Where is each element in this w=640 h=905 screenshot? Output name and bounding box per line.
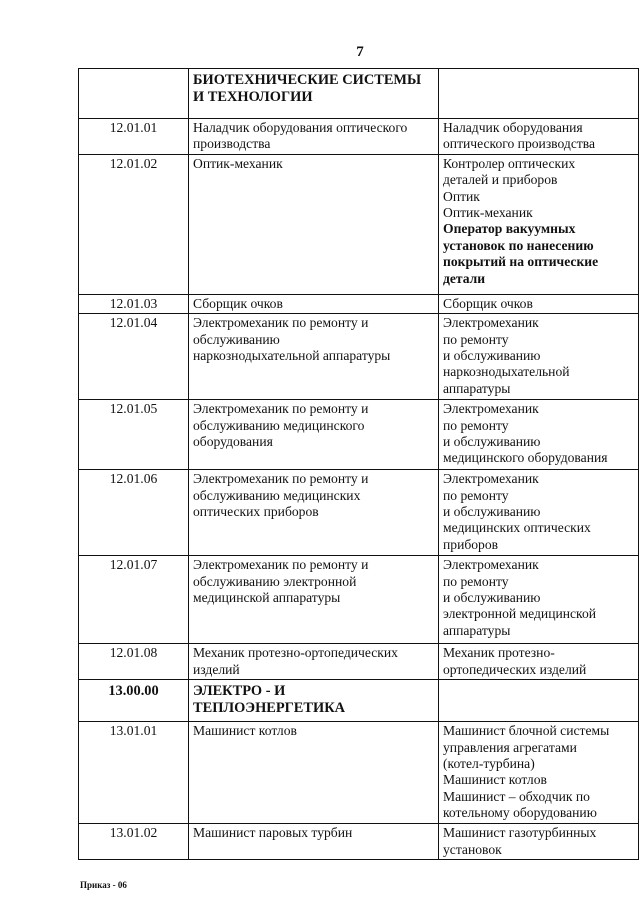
specialty-name-line: обслуживанию медицинского: [193, 417, 365, 433]
specialty-name-line: Машинист паровых турбин: [193, 825, 353, 841]
table-row: [79, 556, 639, 644]
profession-line: медицинских оптических: [443, 520, 591, 536]
profession-line: приборов: [443, 536, 499, 552]
code-cell: 13.01.02: [79, 824, 189, 860]
profession-cell: [439, 470, 639, 556]
profession-cell: [439, 294, 639, 313]
profession-line: аппаратуры: [443, 622, 511, 638]
profession-cell: [439, 154, 639, 294]
profession-line: Машинист газотурбинных: [443, 825, 597, 841]
specialty-name-cell: [189, 470, 439, 556]
profession-line: ортопедических изделий: [443, 661, 587, 677]
specialty-name-cell: [189, 154, 439, 294]
code-cell: 12.01.08: [79, 644, 189, 680]
specialty-name-line: Машинист котлов: [193, 723, 297, 739]
table-row: [79, 824, 639, 860]
profession-line: Электромеханик: [443, 471, 539, 487]
specialty-name-line: ТЕПЛОЭНЕРГЕТИКА: [193, 700, 346, 717]
code-cell: 13.01.01: [79, 722, 189, 824]
profession-line: и обслуживанию: [443, 590, 541, 606]
specialty-name-line: Оптик-механик: [193, 155, 283, 171]
specialty-name-line: БИОТЕХНИЧЕСКИЕ СИСТЕМЫ: [193, 72, 422, 88]
table-row: [79, 294, 639, 313]
code-cell: 12.01.03: [79, 294, 189, 313]
profession-cell: [439, 824, 639, 860]
profession-cell: [439, 69, 639, 119]
table-row: [79, 154, 639, 294]
profession-line: по ремонту: [443, 573, 509, 589]
code-cell: 12.01.05: [79, 400, 189, 470]
footer-stamp: Приказ - 06: [80, 880, 127, 890]
specialty-name-cell: [189, 314, 439, 400]
specialty-name-line: оптических приборов: [193, 504, 319, 520]
code-cell: 12.01.02: [79, 154, 189, 294]
profession-line: Электромеханик: [443, 557, 539, 573]
profession-line: аппаратуры: [443, 380, 511, 396]
code-cell: 12.01.07: [79, 556, 189, 644]
specialty-name-cell: [189, 556, 439, 644]
profession-line: и обслуживанию: [443, 434, 541, 450]
code-cell: 13.00.00: [79, 680, 189, 722]
profession-line: по ремонту: [443, 487, 509, 503]
specialty-name-cell: [189, 824, 439, 860]
specialty-name-line: И ТЕХНОЛОГИИ: [193, 89, 313, 105]
profession-line: Сборщик очков: [443, 295, 533, 311]
profession-line: по ремонту: [443, 331, 509, 347]
profession-line: Электромеханик: [443, 315, 539, 331]
specialty-name-line: оборудования: [193, 434, 273, 450]
specialty-name-cell: [189, 644, 439, 680]
section-title-cell: [189, 69, 439, 119]
specialty-name-line: Сборщик очков: [193, 295, 283, 311]
specialty-name-line: обслуживанию: [193, 331, 280, 347]
profession-line: установок: [443, 841, 502, 857]
profession-line: Механик протезно-: [443, 645, 555, 661]
specialty-name-line: обслуживанию электронной: [193, 573, 357, 589]
profession-cell: [439, 644, 639, 680]
specialty-name-line: медицинской аппаратуры: [193, 590, 341, 606]
profession-line: и обслуживанию: [443, 504, 541, 520]
section-row: [79, 69, 639, 119]
table-row: [79, 119, 639, 155]
specialty-name-line: Электромеханик по ремонту и: [193, 315, 369, 331]
profession-cell: [439, 400, 639, 470]
profession-line: оптического производства: [443, 136, 596, 152]
profession-line: управления агрегатами: [443, 739, 577, 755]
specialty-name-cell: [189, 400, 439, 470]
specialty-name-line: изделий: [193, 661, 240, 677]
specialty-name-cell: [189, 294, 439, 313]
specialty-name-line: Механик протезно-ортопедических: [193, 645, 398, 661]
specialty-name-cell: [189, 119, 439, 155]
profession-line: Наладчик оборудования: [443, 120, 583, 135]
specialty-name-cell: [189, 722, 439, 824]
table-row: [79, 722, 639, 824]
profession-line: медицинского оборудования: [443, 450, 608, 466]
profession-line: покрытий на оптические: [443, 254, 599, 270]
page-number: 7: [356, 44, 364, 60]
section-title-cell: [189, 680, 439, 722]
specialty-name-line: обслуживанию медицинских: [193, 487, 361, 503]
profession-line: и обслуживанию: [443, 348, 541, 364]
profession-line: Контролер оптических: [443, 155, 576, 171]
profession-line: установок по нанесению: [443, 237, 594, 253]
section-row: [79, 680, 639, 722]
profession-cell: [439, 680, 639, 722]
code-cell: 12.01.01: [79, 119, 189, 155]
specialty-name-line: Электромеханик по ремонту и: [193, 471, 369, 487]
profession-line: деталей и приборов: [443, 172, 558, 188]
profession-line: котельному оборудованию: [443, 805, 597, 821]
code-cell: 12.01.04: [79, 314, 189, 400]
specialty-name-line: Электромеханик по ремонту и: [193, 557, 369, 573]
profession-line: по ремонту: [443, 417, 509, 433]
table-row: [79, 314, 639, 400]
profession-cell: [439, 119, 639, 155]
profession-cell: [439, 722, 639, 824]
table-row: [79, 400, 639, 470]
specialty-name-line: Наладчик оборудования оптического: [193, 120, 408, 135]
specialty-name-line: производства: [193, 136, 271, 152]
specialty-name-line: Электромеханик по ремонту и: [193, 401, 369, 417]
professions-table: [78, 68, 639, 860]
profession-cell: [439, 556, 639, 644]
profession-line: наркознодыхательной: [443, 364, 570, 380]
profession-line: Оптик: [443, 188, 480, 204]
specialty-name-line: ЭЛЕКТРО - И: [193, 683, 286, 700]
profession-line: Машинист – обходчик по: [443, 788, 590, 804]
profession-line: Оператор вакуумных: [443, 221, 576, 237]
specialty-name-line: наркознодыхательной аппаратуры: [193, 348, 391, 364]
table-row: [79, 470, 639, 556]
profession-line: Машинист котлов: [443, 772, 547, 788]
profession-line: электронной медицинской: [443, 606, 597, 622]
profession-line: (котел-турбина): [443, 756, 535, 772]
profession-line: детали: [443, 270, 486, 286]
code-cell: [79, 69, 189, 119]
profession-line: Электромеханик: [443, 401, 539, 417]
table-row: [79, 644, 639, 680]
code-cell: 12.01.06: [79, 470, 189, 556]
profession-line: Машинист блочной системы: [443, 723, 610, 739]
profession-cell: [439, 314, 639, 400]
profession-line: Оптик-механик: [443, 205, 533, 221]
